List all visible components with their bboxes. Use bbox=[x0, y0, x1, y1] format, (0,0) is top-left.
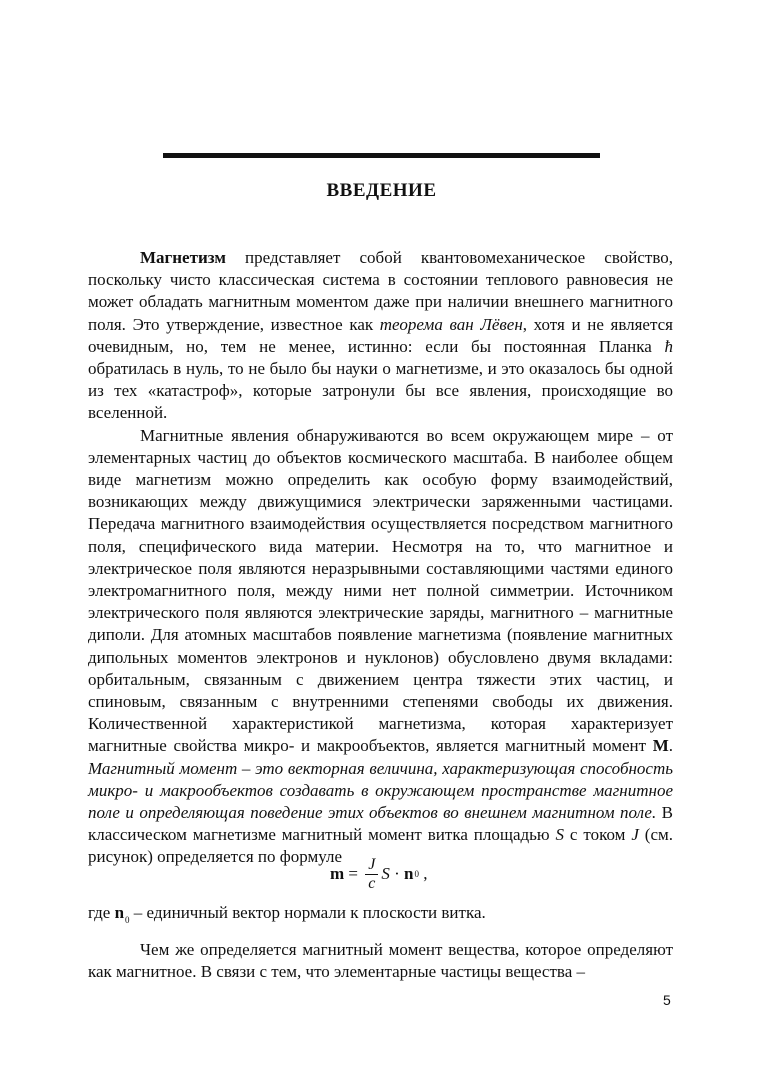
p2-text-1: Магнитные явления обнаруживаются во всем окружающем мире – от элементарных частиц до объектов космического масштаба. В наиболее общем виде магнетизм можно определить как особую форму взаимодействий, возникающих между движущимися электрически заряженными частицами. Передача магнитного взаимодействия осуществляется посредством магнитного поля, специфического вида материи. Несмотря на то, что магнитное и электрическое поля являются неразрывными составляющими частями единого электромагнитного поля, между ними нет полной симметрии. Источником электрического поля являются электрические заряды, магнитного – магнитные диполи. Для атомных масштабов появление магнетизма (появление магнитных дипольных моментов электронов и нуклонов) обусловлено двумя вкладами: орбитальным, связанным с движением центра тяжести этих частиц, и спиновым, связанным с внутренними степенями свободы их движения. Количественной характеристикой магнетизма, которая характеризует магнитные свойства микро- и макрообъектов, является магнитный момент bbox=[88, 425, 673, 756]
current-symbol: J bbox=[631, 825, 639, 845]
formula-comma: , bbox=[419, 864, 428, 883]
moment-formula bbox=[330, 850, 428, 898]
formula-normal: n bbox=[404, 864, 414, 883]
paragraph-2 bbox=[88, 425, 673, 869]
formula-dot: · bbox=[389, 864, 405, 883]
formula-fraction bbox=[365, 856, 378, 893]
p2-text-5: (см. рисунок) определяется по формуле bbox=[88, 825, 673, 867]
theorem-name: теорема ван Лёвен bbox=[379, 314, 523, 334]
fraction-denominator: c bbox=[368, 874, 376, 892]
p1-text-1: представляет собой квантовомеханическое свойство, поскольку чисто классическая система в состоянии теплового равновесия не может обладать магнитным моментом даже при наличии внешнего магнитного поля. Это утверждение, известное как bbox=[88, 248, 673, 334]
formula-lhs: m bbox=[330, 864, 345, 883]
where-normal: n bbox=[114, 903, 125, 922]
p1-text-2: , хотя и не является очевидным, но, тем не менее, истинно: если бы постоянная Планка bbox=[88, 314, 673, 356]
section-title: ВВЕДЕНИЕ bbox=[326, 180, 437, 201]
moment-definition: Магнитный момент – это векторная величина, характеризующая способность микро- и макрообъектов создавать в окружающем пространстве магнитное поле и определяющая поведение этих объектов во внешнем магнитном поле. bbox=[88, 758, 673, 823]
p2-text-2: . bbox=[668, 736, 673, 756]
where-normal-sub: 0 bbox=[125, 915, 130, 925]
term-magnetism: Магнетизм bbox=[140, 248, 226, 267]
p2-text-4: с током bbox=[564, 825, 632, 845]
where-text-1: где bbox=[88, 903, 115, 922]
body-text bbox=[88, 247, 673, 869]
paragraph-1 bbox=[88, 247, 673, 425]
page-number: 5 bbox=[663, 992, 671, 1008]
where-line bbox=[88, 902, 673, 931]
p1-text-3: обратилась в нуль, то не было бы науки о магнетизме, и это оказалось бы одной из тех «катастроф», которые затронули бы все явления, происходящие во вселенной. bbox=[88, 359, 673, 423]
paragraph-3: Чем же определяется магнитный момент вещества, которое определяют как магнитное. В связи с тем, что элементарные частицы вещества – bbox=[88, 940, 673, 982]
p2-text-3: В классическом магнетизме магнитный момент витка площадью bbox=[88, 803, 674, 845]
formula-equals: = bbox=[344, 864, 363, 883]
fraction-numerator: J bbox=[365, 856, 378, 875]
after-formula-text bbox=[88, 902, 673, 984]
formula-normal-sub: 0 bbox=[414, 869, 420, 879]
area-symbol: S bbox=[555, 825, 565, 845]
header-rule bbox=[163, 153, 600, 158]
where-text-2: – единичный вектор нормали к плоскости витка. bbox=[129, 903, 486, 922]
formula-area: S bbox=[381, 864, 390, 883]
moment-symbol: M bbox=[652, 736, 669, 756]
planck-symbol: ħ bbox=[664, 336, 673, 356]
